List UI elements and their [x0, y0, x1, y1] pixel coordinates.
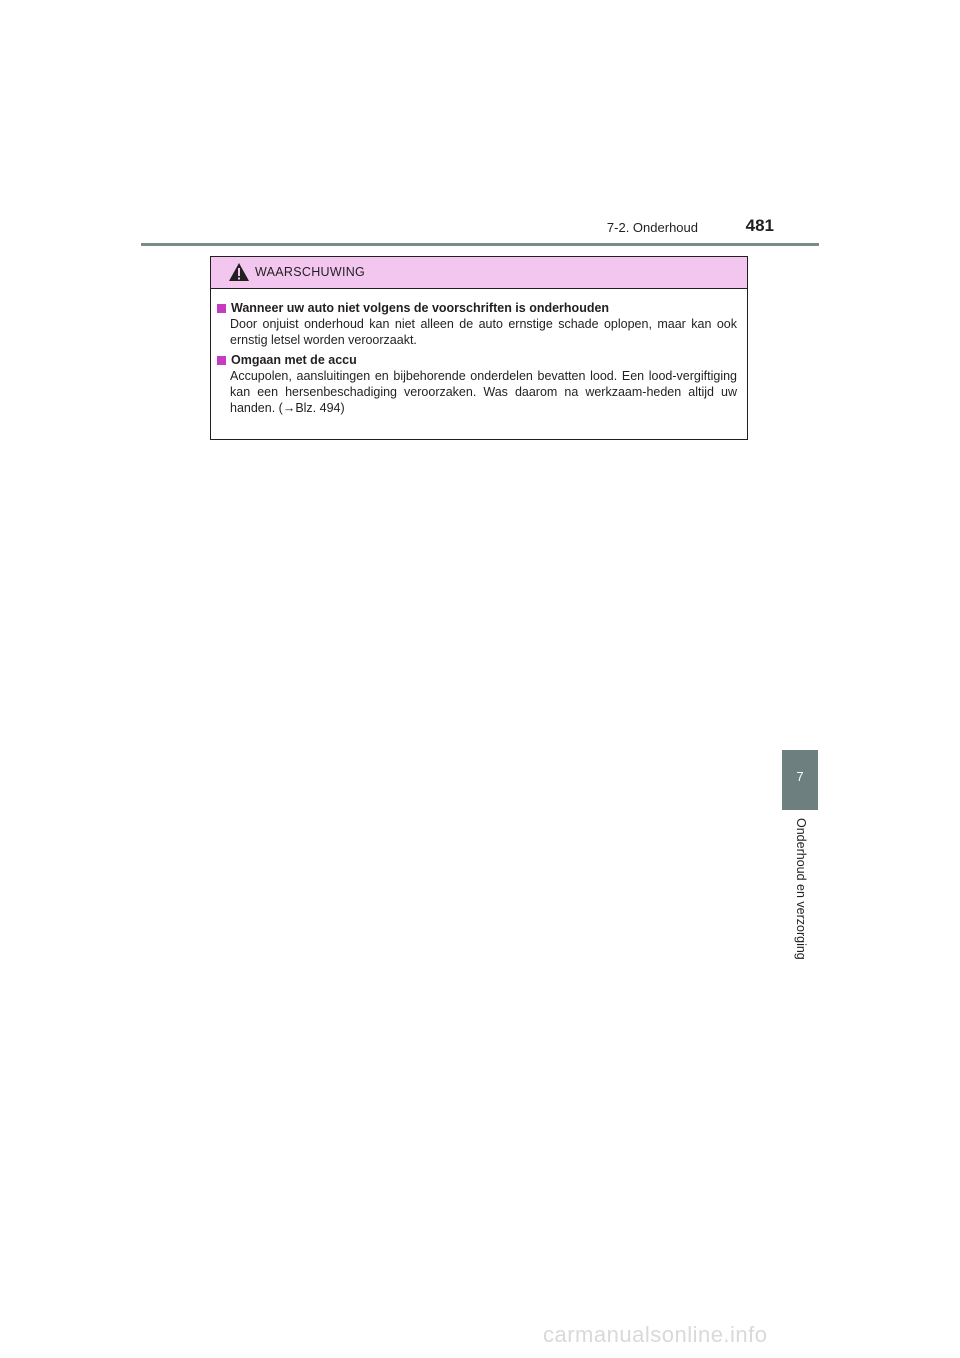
warning-title: WAARSCHUWING — [255, 265, 366, 279]
warning-item-heading: Wanneer uw auto niet volgens de voorschriften is onderhouden — [231, 301, 610, 315]
warning-item-heading: Omgaan met de accu — [231, 353, 357, 367]
chapter-number: 7 — [796, 769, 804, 784]
warning-header — [211, 257, 747, 289]
header-divider — [141, 243, 819, 246]
chapter-tab — [782, 750, 818, 810]
warning-item-text: Door onjuist onderhoud kan niet alleen de auto ernstige schade oplopen, maar kan ook ernstig letsel worden veroorzaakt. — [230, 317, 737, 347]
watermark: carmanualsonline.info — [543, 1322, 768, 1347]
chapter-label: Onderhoud en verzorging — [794, 818, 808, 960]
bullet-square-icon — [217, 304, 226, 313]
warning-item-heading-row — [217, 352, 737, 368]
page-number: 481 — [745, 216, 774, 235]
section-title: 7-2. Onderhoud — [606, 220, 698, 235]
warning-item-heading-row — [217, 300, 737, 316]
warning-item — [217, 300, 737, 348]
warning-item — [217, 352, 737, 416]
warning-box — [210, 256, 748, 440]
bullet-square-icon — [217, 356, 226, 365]
warning-item-text: Accupolen, aansluitingen en bijbehorende onderdelen bevatten lood. Een lood-vergiftiging kan een hersenbeschadiging veroorzaken. Was daarom na werkzaam-heden altijd uw handen. (→Blz. 494) — [230, 369, 737, 415]
warning-triangle-icon — [228, 262, 250, 282]
warning-body — [211, 289, 747, 416]
